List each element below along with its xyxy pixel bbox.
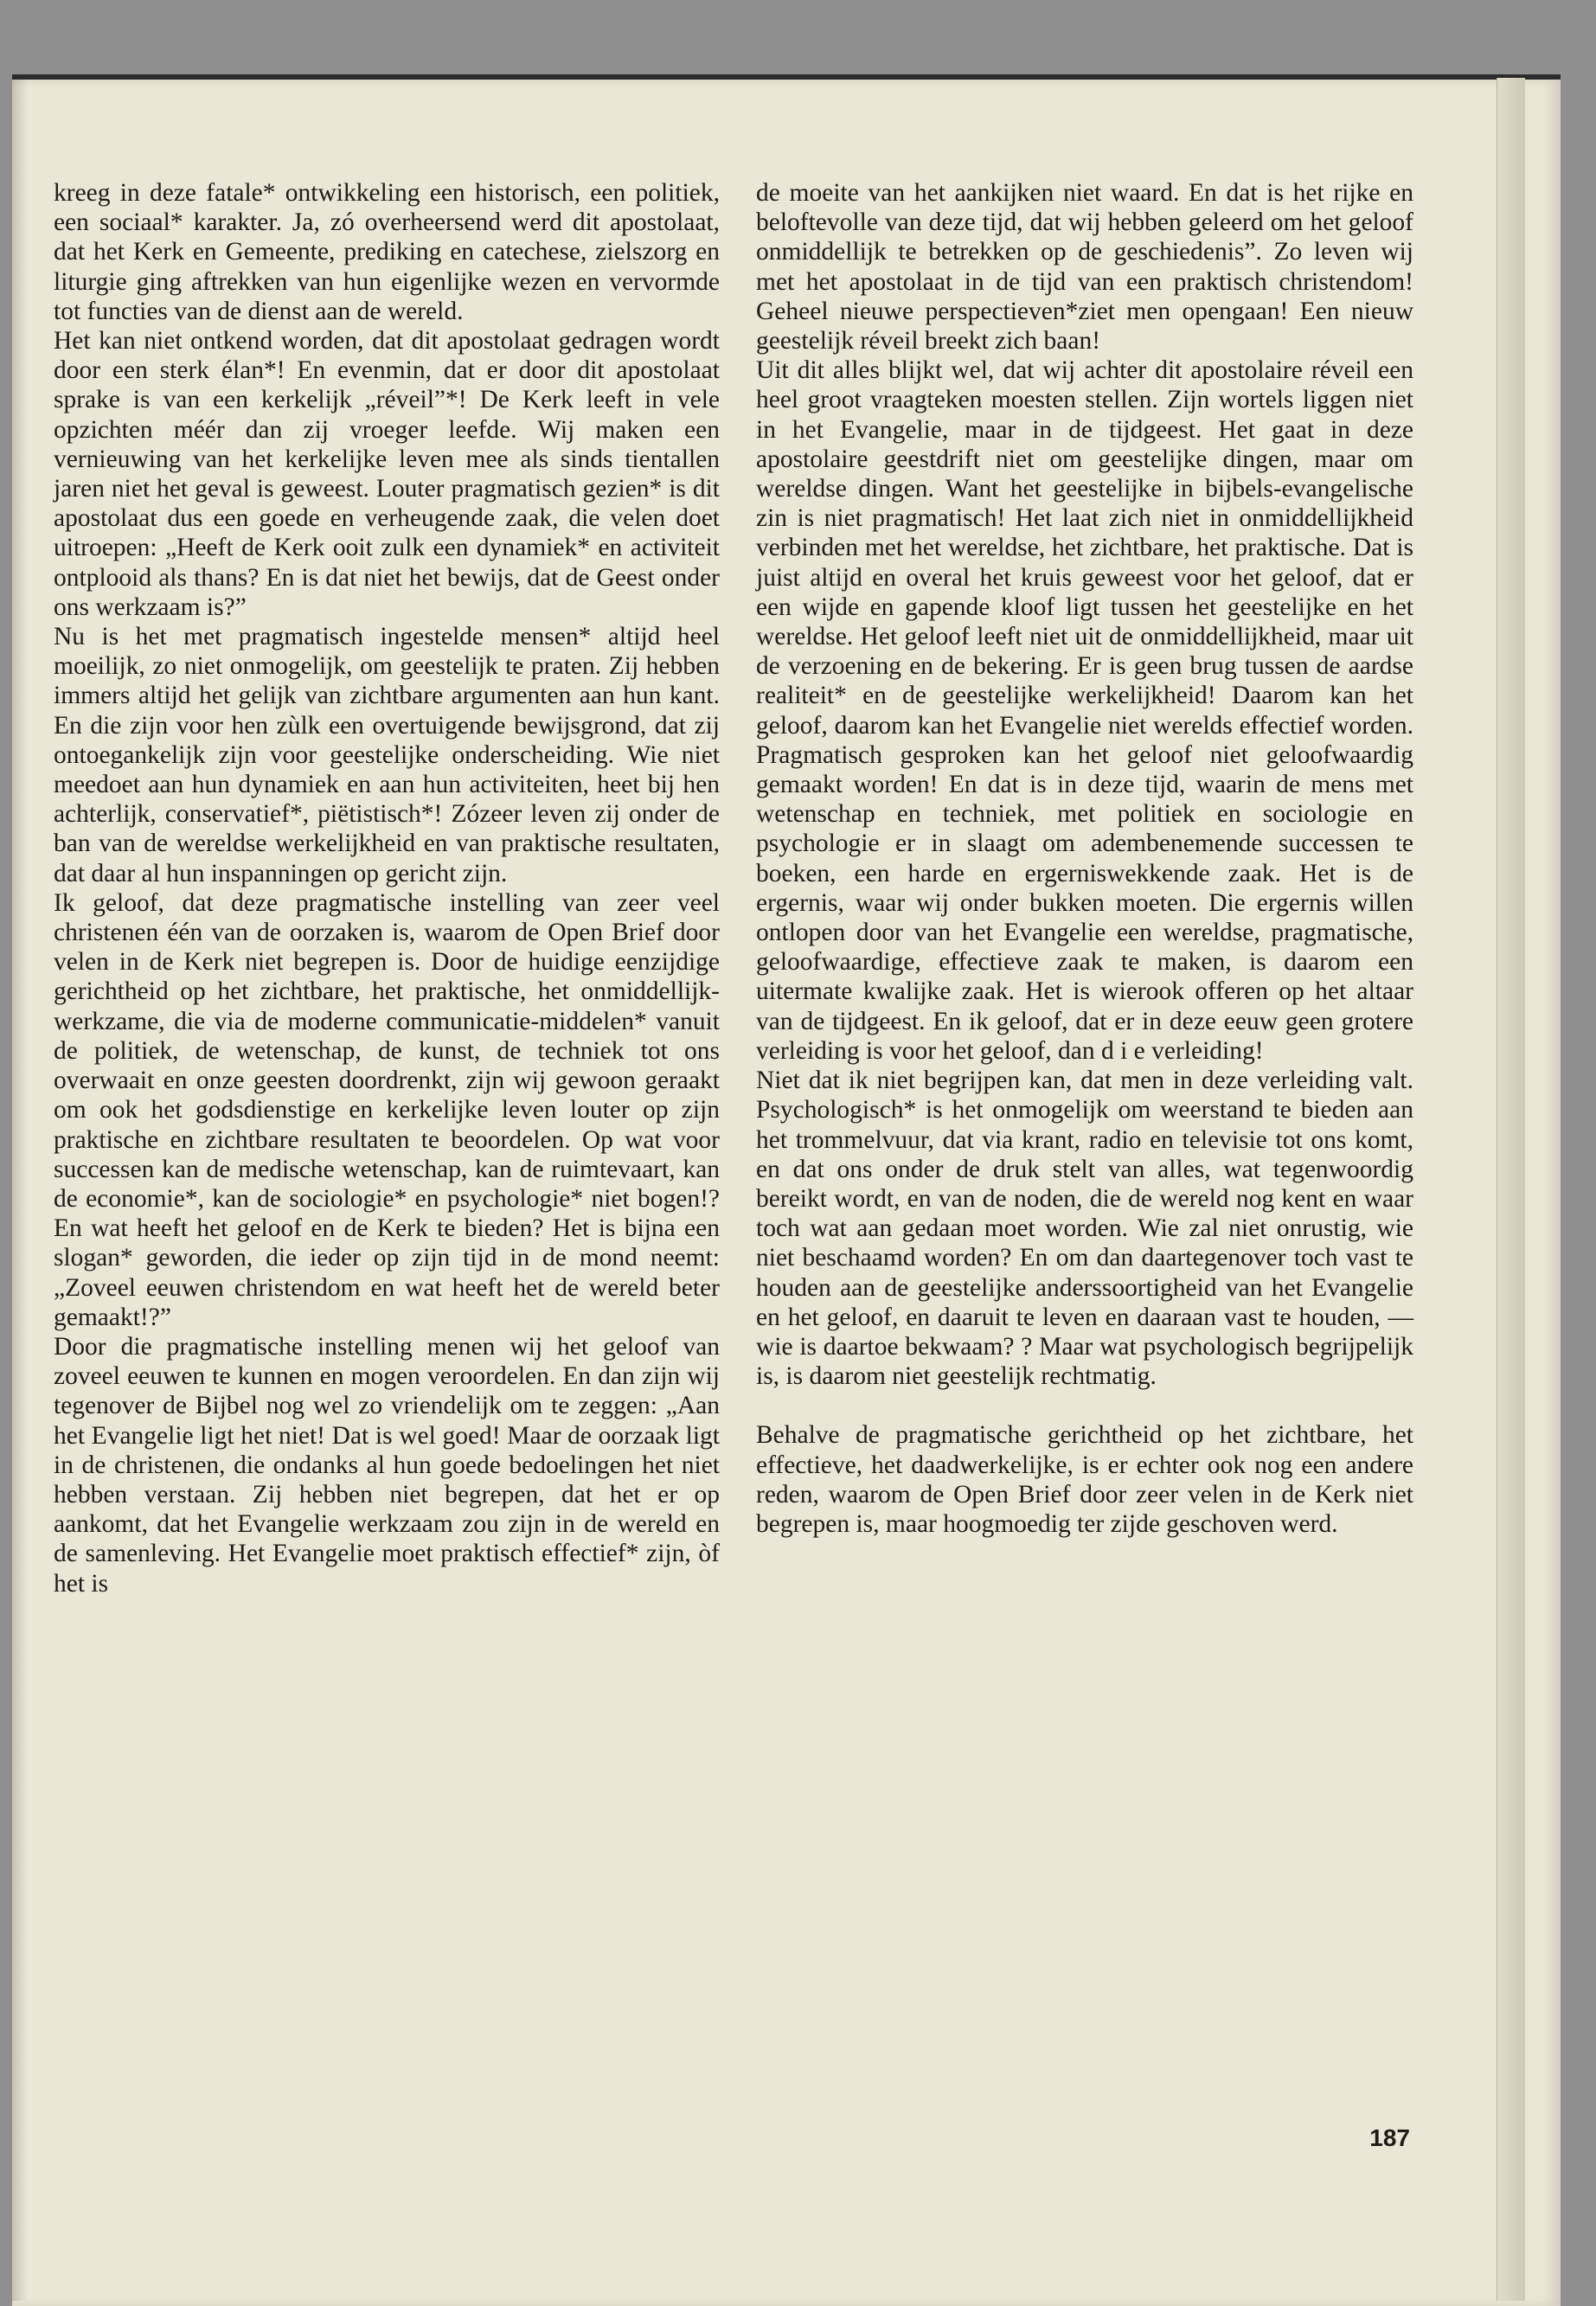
page-edge [1497,78,1525,2301]
left-text-column [54,178,720,1598]
paragraph: de moeite van het aankijken niet waard. En dat is het rijke en beloftevolle van deze tijd, dat wij hebben geleerd om het geloof onmiddellijk te betrekken op de geschiedenis”. Zo leven wij met het apostolaat in de tijd van een praktisch christendom! Geheel nieuwe perspectieven*ziet men opengaan! Een nieuw geestelijk réveil breekt zich baan! [756,179,1413,356]
right-text-column [756,178,1413,1539]
paragraph-spacer [756,1391,1413,1420]
paragraph: Niet dat ik niet begrijpen kan, dat men in deze verleiding valt. Psychologisch* is het onmogelijk om weerstand te bieden aan het trommelvuur, dat via krant, radio en televisie tot ons komt, en dat ons onder de druk stelt van alles, wat tegenwoordig bereikt wordt, en van de noden, die de wereld nog kent en waar toch wat aan gedaan moet worden. Wie zal niet onrustig, wie niet beschaamd worden? En om dan daartegenover toch vast te houden aan de geestelijke anderssoortigheid van het Evangelie en het geloof, en daaruit te leven en daaraan vast te houden, — wie is daartoe bekwaam? ? Maar wat psychologisch begrijpelijk is, is daarom niet geestelijk rechtmatig. [756,1067,1413,1391]
paragraph: kreeg in deze fatale* ontwikkeling een historisch, een politiek, een sociaal* karakter. Ja, zó overheersend werd dit apostolaat, dat het Kerk en Gemeente, prediking en catechese, zielszorg en liturgie ging aftrekken van hun eigenlijke wezen en vervormde tot functies van de dienst aan de wereld. [54,179,720,325]
paragraph: Door die pragmatische instelling menen wij het geloof van zoveel eeuwen te kunnen en mogen veroordelen. En dan zijn wij tegenover de Bijbel nog wel zo vriendelijk om te zeggen: „Aan het Evangelie ligt het niet! Dat is wel goed! Maar de oorzaak ligt in de christenen, die ondanks al hun goede bedoelingen het niet hebben verstaan. Zij hebben niet begrepen, dat het er op aankomt, dat het Evangelie werkzaam zou zijn in de wereld en de samenleving. Het Evangelie moet praktisch effectief* zijn, òf het is [54,1332,720,1598]
paragraph: Behalve de pragmatische gerichtheid op het zichtbare, het effectieve, het daadwerkelijke, is er echter ook nog een andere reden, waarom de Open Brief door zeer velen in de Kerk niet begrepen is, maar hoogmoedig ter zijde geschoven werd. [756,1421,1413,1538]
paragraph: Uit dit alles blijkt wel, dat wij achter dit apostolaire réveil een heel groot vraagteken moesten stellen. Zijn wortels liggen niet in het Evangelie, maar in de tijdgeest. Het gaat in deze apostolaire geestdrift niet om geestelijke dingen, maar om wereldse dingen. Want het geestelijke in bijbels-evangelische zin is niet pragmatisch! Het laat zich niet in onmiddellijkheid verbinden met het wereldse, het zichtbare, het praktische. Dat is juist altijd en overal het kruis geweest voor het geloof, dat er een wijde en gapende kloof ligt tussen het geestelijke en het wereldse. Het geloof leeft niet uit de onmiddellijkheid, maar uit de verzoening en de bekering. Er is geen brug tussen de aardse realiteit* en de geestelijke werkelijkheid! Daarom kan het geloof, daarom kan het Evangelie niet werelds effectief worden. Pragmatisch gesproken kan het geloof niet geloofwaardig gemaakt worden! En dat is in deze tijd, waarin de mens met wetenschap en techniek, met politiek en sociologie en psychologie er in slaagt om adembenemende successen te boeken, een harde en ergerniswekkende zaak. Het is de ergernis, waar wij onder bukken moeten. Die ergernis willen ontlopen door van het Evangelie een wereldse, pragmatische, geloofwaardige, effectieve zaak te maken, is daarom een uitermate kwalijke zaak. Het is wierook offeren op het altaar van de tijdgeest. En ik geloof, dat er in deze eeuw geen grotere verleiding is voor het geloof, dan d i e verleiding! [756,356,1413,1065]
paragraph: Nu is het met pragmatisch ingestelde mensen* altijd heel moeilijk, zo niet onmogelijk, om geestelijk te praten. Zij hebben immers altijd het gelijk van zichtbare argumenten aan hun kant. En die zijn voor hen zùlk een overtuigende bewijsgrond, dat zij ontoegankelijk zijn voor geestelijke onderscheiding. Wie niet meedoet aan hun dynamiek en aan hun activiteiten, heet bij hen achterlijk, conservatief*, piëtistisch*! Zózeer leven zij onder de ban van de wereldse werkelijkheid en van praktische resultaten, dat daar al hun inspanningen op gericht zijn. [54,623,720,887]
paragraph: Het kan niet ontkend worden, dat dit apostolaat gedragen wordt door een sterk élan*! En evenmin, dat er door dit apostolaat sprake is van een kerkelijk „réveil”*! De Kerk leeft in vele opzichten méér dan zij vroeger leefde. Wij maken een vernieuwing van het kerkelijke leven mee als sinds tientallen jaren niet het geval is geweest. Louter pragmatisch gezien* is dit apostolaat dus een goede en verheugende zaak, die velen doet uitroepen: „Heeft de Kerk ooit zulk een dynamiek* en activiteit ontplooid als thans? En is dat niet het bewijs, dat de Geest onder ons werkzaam is?” [54,327,720,621]
paragraph: Ik geloof, dat deze pragmatische instelling van zeer veel christenen één van de oorzaken is, waarom de Open Brief door velen in de Kerk niet begrepen is. Door de huidige eenzijdige gerichtheid op het zichtbare, het praktische, het onmiddellijk-werkzame, die via de moderne communicatie-middelen* vanuit de politiek, de wetenschap, de kunst, de techniek tot ons overwaait en onze geesten doordrenkt, zijn wij gewoon geraakt om ook het godsdienstige en kerkelijke leven louter op zijn praktische en zichtbare resultaten te beoordelen. Op wat voor successen kan de medische wetenschap, kan de ruimtevaart, kan de economie*, kan de sociologie* en psychologie* niet bogen!? En wat heeft het geloof en de Kerk te bieden? Het is bijna een slogan* geworden, die ieder op zijn tijd in de mond neemt: „Zoveel eeuwen christendom en wat heeft het de wereld beter gemaakt!?” [54,888,720,1331]
gutter-shadow [12,80,28,2301]
page-number: 187 [1369,2124,1410,2151]
